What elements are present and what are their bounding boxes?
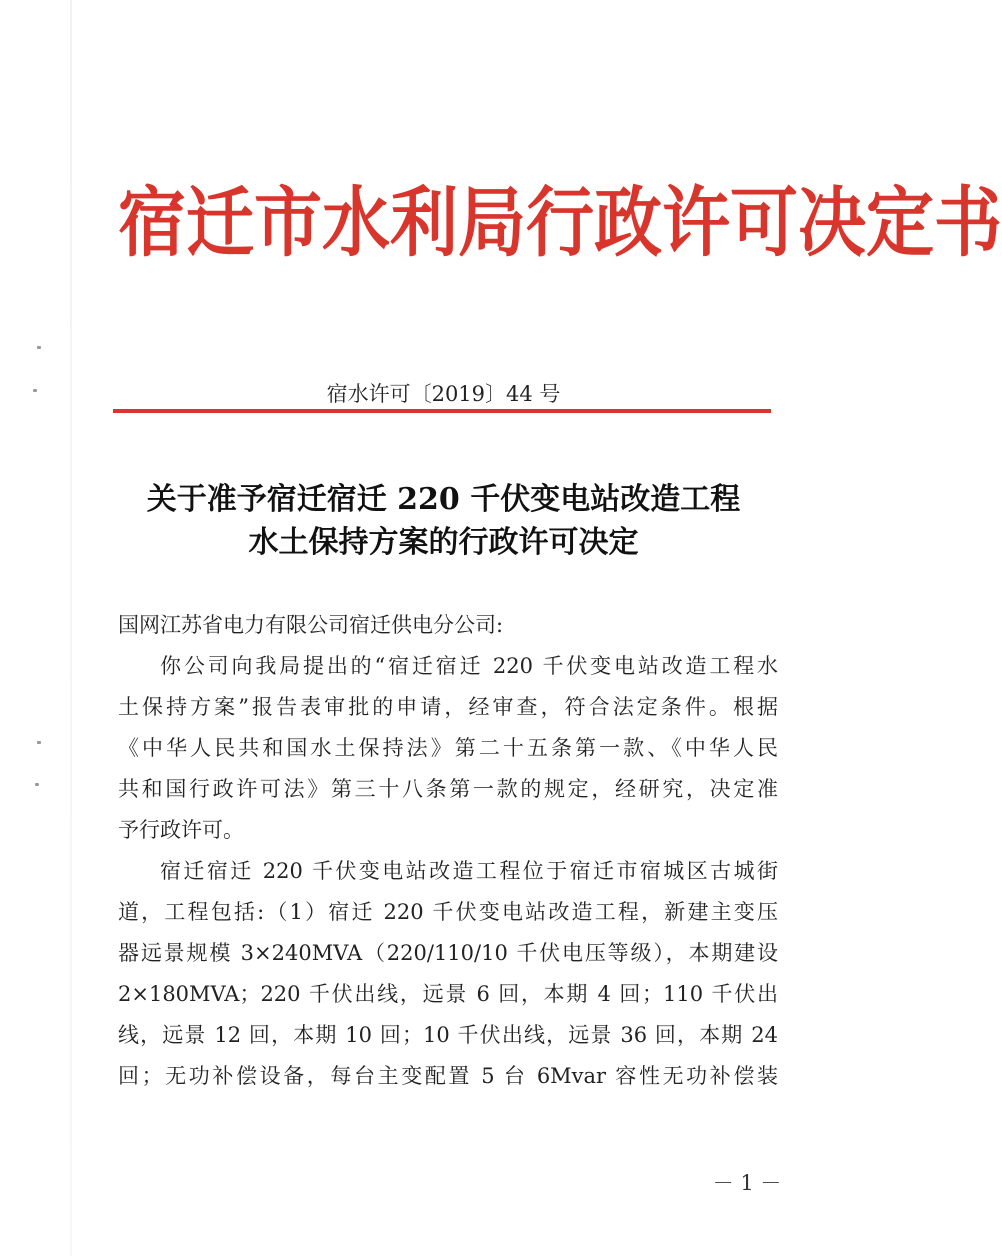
- scan-speck: [35, 783, 39, 786]
- document-number: 宿水许可〔2019〕44 号: [326, 382, 561, 406]
- issuing-authority-title: 宿迁市水利局行政许可决定书: [118, 178, 1002, 268]
- paragraph-line: 宿迁宿迁 220 千伏变电站改造工程位于宿迁市宿城区古城街: [160, 859, 778, 883]
- page-number: － 1 －: [712, 1171, 782, 1195]
- paragraph-line: 共和国行政许可法》第三十八条第一款的规定，经研究，决定准: [118, 777, 778, 801]
- scan-speck: [37, 741, 41, 744]
- paragraph-line: 道，工程包括:（1）宿迁 220 千伏变电站改造工程，新建主变压: [118, 900, 778, 924]
- red-separator-rule: [113, 409, 771, 413]
- paragraph-line: 器远景规模 3×240MVA（220/110/10 千伏电压等级），本期建设: [118, 941, 778, 965]
- paragraph-line: 你公司向我局提出的“宿迁宿迁 220 千伏变电站改造工程水: [160, 654, 778, 678]
- subject-title: [100, 478, 787, 564]
- paragraph-line: 土保持方案”报告表审批的申请，经审查，符合法定条件。根据: [118, 695, 778, 719]
- paragraph-line: 回；无功补偿设备，每台主变配置 5 台 6Mvar 容性无功补偿装: [118, 1064, 778, 1088]
- paragraph-line: 予行政许可。: [118, 818, 244, 842]
- paragraph-line: 《中华人民共和国水土保持法》第二十五条第一款、《中华人民: [118, 736, 778, 760]
- paragraph-approval: [118, 646, 778, 851]
- paragraph-line: 线，远景 12 回，本期 10 回；10 千伏出线，远景 36 回，本期 24: [118, 1023, 778, 1047]
- paragraph-line: 2×180MVA；220 千伏出线，远景 6 回，本期 4 回；110 千伏出: [118, 982, 778, 1006]
- addressee: 国网江苏省电力有限公司宿迁供电分公司:: [118, 613, 504, 637]
- scan-edge-shadow: [70, 0, 72, 1256]
- paragraph-project-description: [118, 851, 778, 1097]
- subject-title-line-1: 关于准予宿迁宿迁 220 千伏变电站改造工程: [146, 482, 741, 517]
- subject-title-line-2: 水土保持方案的行政许可决定: [248, 525, 639, 560]
- body-text: [118, 605, 778, 1097]
- scan-speck: [37, 346, 41, 349]
